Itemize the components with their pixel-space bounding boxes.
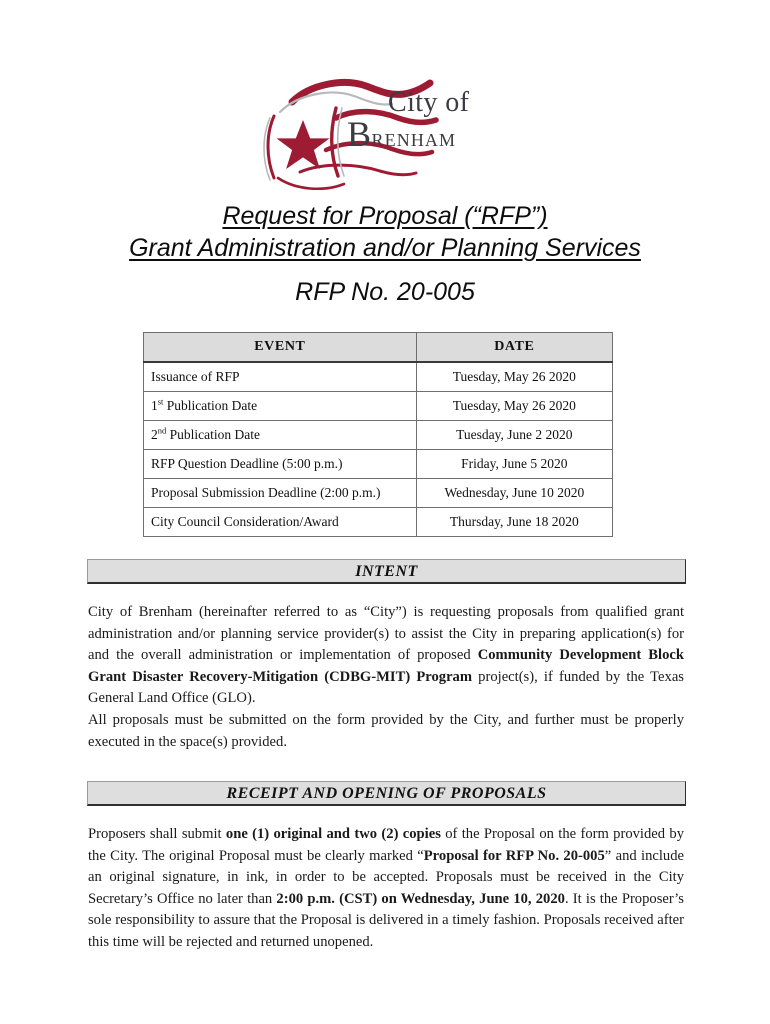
intent-p1-part-c: project(s), if funded by the Texas General Land Office (GLO). [88, 668, 684, 706]
receipt-p1-part-g: . It is the Proposer’s sole responsibility to assure that the Proposal is delivered in a timely fashion. Proposals received after this time will be rejected and returned unopened. [88, 890, 684, 950]
cell-event [144, 479, 417, 508]
star-icon [277, 120, 330, 169]
event-superscript: st [157, 396, 164, 407]
cell-event [144, 362, 417, 392]
document-header-logo [0, 78, 770, 190]
table-row [144, 479, 613, 508]
table-row [144, 450, 613, 479]
receipt-p1-part-e: ” and include an original signature, in ink, in order to be accepted. Proposals must be received in the City Secretary’s Office no later than [88, 847, 684, 907]
receipt-p1-marking-label: Proposal for RFP No. 20-005 [423, 847, 605, 864]
cell-date: Tuesday, May 26 2020 [416, 392, 612, 421]
event-text: RFP Question Deadline (5:00 p.m.) [151, 456, 343, 471]
event-text: 1 [151, 398, 158, 413]
event-text: Proposal Submission Deadline (2:00 p.m.) [151, 485, 381, 500]
section-heading-intent: INTENT [87, 559, 686, 584]
intent-p1-program-name: Community Development Block Grant Disaster Recovery-Mitigation (CDBG-MIT) Program [88, 647, 684, 685]
cell-date: Tuesday, May 26 2020 [416, 362, 612, 392]
title-rfp-number: RFP No. 20-005 [295, 278, 475, 306]
column-header-date: DATE [416, 333, 612, 363]
column-header-event: EVENT [144, 333, 417, 363]
logo-brenham-rest: renham [371, 123, 457, 152]
table-header-row [144, 333, 613, 363]
receipt-p1-deadline: 2:00 p.m. (CST) on Wednesday, June 10, 2020 [276, 890, 565, 907]
table-row [144, 421, 613, 450]
cell-event [144, 421, 417, 450]
logo-brenham-text [347, 116, 456, 152]
title-line-1: Request for Proposal (“RFP”) [222, 202, 548, 230]
event-text-tail: Publication Date [163, 398, 258, 413]
receipt-p1-part-c: of the Proposal on the form provided by the City. The original Proposal must be clearly marked “ [88, 826, 684, 864]
receipt-paragraph-1 [88, 824, 684, 953]
table-row [144, 508, 613, 537]
event-text: Issuance of RFP [151, 369, 240, 384]
event-text: City Council Consideration/Award [151, 514, 339, 529]
cell-date: Wednesday, June 10 2020 [416, 479, 612, 508]
rfp-schedule-table [143, 332, 613, 537]
intent-paragraph-1 [88, 602, 684, 710]
cell-date: Thursday, June 18 2020 [416, 508, 612, 537]
cell-event [144, 392, 417, 421]
logo-brenham-initial: B [347, 114, 372, 154]
event-text-tail: Publication Date [166, 427, 260, 442]
cell-date: Friday, June 5 2020 [416, 450, 612, 479]
receipt-p1-part-a: Proposers shall submit [88, 826, 226, 842]
intent-p1-part-a: City of Brenham (hereinafter referred to as “City”) is requesting proposals from qualified grant administration and/or planning service provider(s) to assist the City in preparing application(s) for and the overall administration or implementation of proposed [88, 604, 684, 663]
event-text: 2 [151, 427, 158, 442]
cell-date: Tuesday, June 2 2020 [416, 421, 612, 450]
table-row [144, 362, 613, 392]
event-superscript: nd [157, 425, 167, 436]
logo-city-of-text: City of [388, 87, 470, 118]
intent-paragraph-2: All proposals must be submitted on the form provided by the City, and further must be properly executed in the space(s) provided. [88, 712, 684, 750]
cell-event [144, 450, 417, 479]
table-row [144, 392, 613, 421]
title-line-2: Grant Administration and/or Planning Services [129, 234, 641, 262]
cell-event [144, 508, 417, 537]
document-title [0, 200, 770, 308]
section-heading-receipt-and-opening: RECEIPT AND OPENING OF PROPOSALS [87, 781, 686, 806]
receipt-p1-copies-requirement: one (1) original and two (2) copies [225, 826, 441, 842]
